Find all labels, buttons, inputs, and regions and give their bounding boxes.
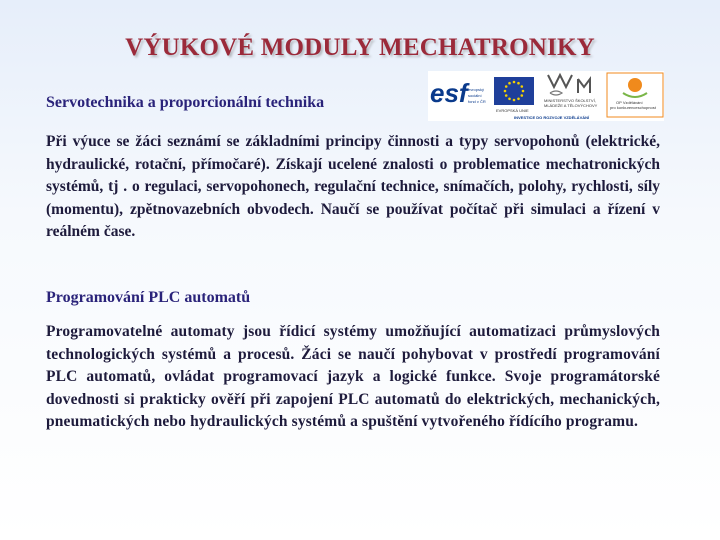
op-text-1: OP Vzdělávání [616, 100, 643, 105]
section-heading-plc: Programování PLC automatů [46, 289, 251, 306]
svg-text:esf: esf [430, 78, 468, 108]
section-body-plc: Programovatelné automaty jsou řídicí systémy umožňující automatizaci průmyslových technologických systémů a procesů. Žáci se naučí pohybovat v prostředí programování PLC automatů, ovládat programovací jazyk a logické funkce. Svoje programátorské dovednosti si prakticky ověří při zapojení PLC automatů do elektrických, mechanických, pneumatických nebo hydraulických systémů a spuštění vytvořeného řídícího programu. [46, 323, 660, 430]
msmt-logo-graphic [540, 71, 604, 121]
esf-text-3: fond v ČR [468, 99, 486, 104]
section-heading-servotechnika: Servotechnika a proporcionální technika [46, 94, 325, 111]
eu-flag-icon [490, 71, 538, 121]
eu-flag-logo [490, 71, 538, 121]
esf-text-2: sociální [468, 93, 482, 98]
investice-banner-text: INVESTICE DO ROZVOJE VZDĚLÁVÁNÍ [514, 115, 590, 120]
op-vk-logo-graphic [606, 71, 664, 121]
msmt-text-1: MINISTERSTVO ŠKOLSTVÍ, [544, 98, 596, 103]
op-text-2: pro konkurenceschopnost [610, 105, 656, 110]
op-vk-logo [606, 71, 664, 121]
msmt-logo [540, 71, 604, 121]
funding-logos-banner [428, 71, 664, 121]
eu-text: EVROPSKÁ UNIE [496, 108, 529, 113]
section-body-servotechnika: Při výuce se žáci seznámí se základními principy činnosti a typy servopohonů (elektrické, hydraulické, rotační, přímočaré). Získají ucelené znalosti o problematice mechatronických systémů, tj . o regulaci, servopohonech, regulační technice, snímačích, polohy, rychlosti, síly (momentu), zpětnovazebních obvodech. Naučí se používat počítač při simulaci a řízení v reálném čase. [46, 133, 660, 240]
page-title: VÝUKOVÉ MODULY MECHATRONIKY [125, 34, 595, 61]
esf-logo [428, 71, 488, 121]
msmt-text-2: MLÁDEŽE A TĚLOVÝCHOVY [544, 103, 598, 108]
esf-text-1: evropský [468, 87, 485, 92]
